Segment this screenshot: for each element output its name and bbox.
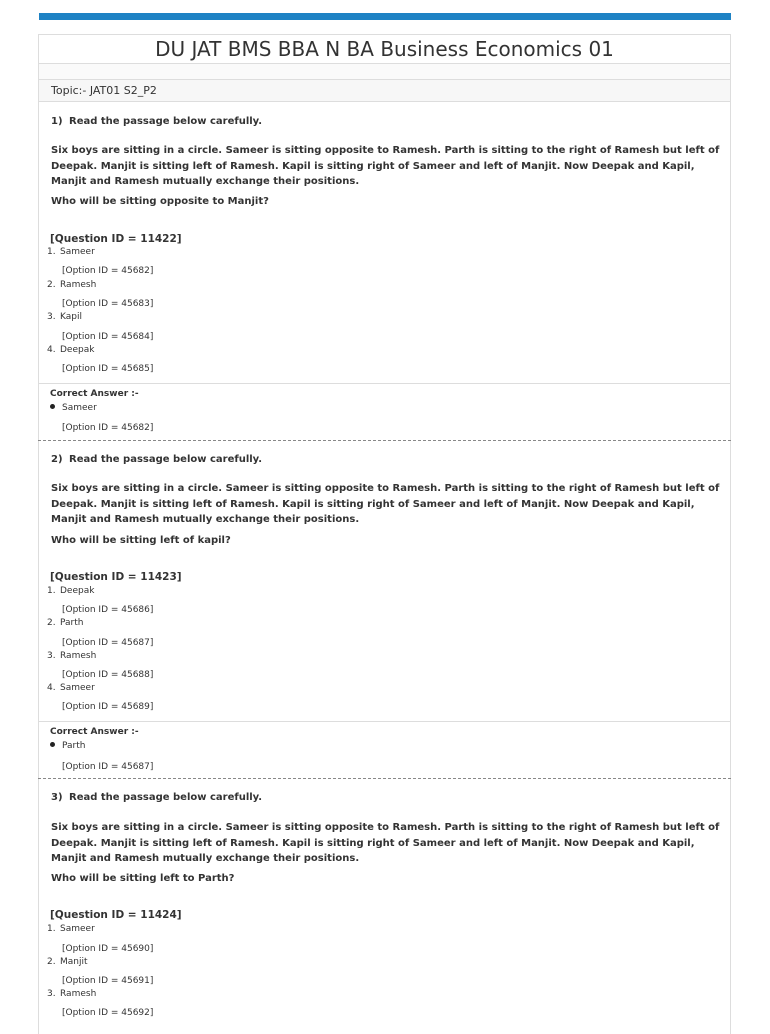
question-passage: Six boys are sitting in a circle. Sameer is sitting opposite to Ramesh. Parth is sitting to the right of Ramesh but left of Deepak. Manjit is sitting left of Ramesh. Kapil is sitting right of Sameer and left of Manjit. Now Deepak and Kapil, Manjit and Ramesh mutually exchange their positions. [51,145,720,187]
option-id: [Option ID = 45688] [62,670,154,680]
correct-option-id: [Option ID = 45682] [62,423,154,433]
bullet-icon [50,742,55,747]
option-number: 4. [47,345,56,355]
question-heading-text: Read the passage below carefully. [69,792,263,803]
question-number: 2) [51,454,63,465]
option-item [47,989,96,999]
question-text: Who will be sitting left to Parth? [51,873,235,884]
option-item [47,247,95,257]
option-id: [Option ID = 45689] [62,702,154,712]
option-number: 3. [47,312,56,322]
option-id: [Option ID = 45683] [62,299,154,309]
option-number: 1. [47,247,56,257]
option-id: [Option ID = 45684] [62,332,154,342]
title-box [38,34,731,64]
option-item [47,312,82,322]
option-item [47,345,94,355]
option-item [47,280,96,290]
option-label: Deepak [60,586,95,596]
option-label: Ramesh [60,280,97,290]
option-number: 1. [47,924,56,934]
correct-answer [50,741,85,751]
option-id: [Option ID = 45686] [62,605,154,615]
option-item [47,651,96,661]
option-item [47,957,88,967]
option-label: Sameer [60,924,95,934]
correct-option-id: [Option ID = 45687] [62,762,154,772]
answer-divider [38,383,731,384]
spacer-row [38,64,731,80]
question-heading [51,116,262,127]
option-label: Deepak [60,345,95,355]
option-id: [Option ID = 45691] [62,976,154,986]
question-number: 3) [51,792,63,803]
option-item [47,924,95,934]
option-item [47,618,83,628]
question-heading [51,792,262,803]
option-id: [Option ID = 45682] [62,266,154,276]
option-number: 3. [47,651,56,661]
question-heading-text: Read the passage below carefully. [69,454,263,465]
option-label: Ramesh [60,651,97,661]
option-number: 2. [47,280,56,290]
option-item [47,683,95,693]
option-label: Sameer [60,683,95,693]
option-number: 3. [47,989,56,999]
question-id: [Question ID = 11424] [50,909,182,921]
option-label: Sameer [60,247,95,257]
option-id: [Option ID = 45687] [62,638,154,648]
option-label: Ramesh [60,989,97,999]
option-id: [Option ID = 45692] [62,1008,154,1018]
question-text: Who will be sitting left of kapil? [51,535,231,546]
topic-row [38,80,731,102]
option-id: [Option ID = 45690] [62,944,154,954]
question-separator [38,778,731,779]
question-heading [51,454,262,465]
option-label: Parth [60,618,84,628]
correct-answer-text: Sameer [62,403,97,413]
question-number: 1) [51,116,63,127]
option-number: 4. [47,683,56,693]
option-number: 1. [47,586,56,596]
page-title: DU JAT BMS BBA N BA Business Economics 01 [155,37,614,61]
option-label: Kapil [60,312,82,322]
option-number: 2. [47,618,56,628]
question-separator [38,440,731,441]
correct-answer [50,403,97,413]
answer-divider [38,721,731,722]
question-heading-text: Read the passage below carefully. [69,116,263,127]
question-id: [Question ID = 11423] [50,571,182,583]
option-number: 2. [47,957,56,967]
question-text: Who will be sitting opposite to Manjit? [51,196,269,207]
option-label: Manjit [60,957,88,967]
topic-label: Topic:- JAT01 S2_P2 [51,84,157,97]
option-id: [Option ID = 45685] [62,364,154,374]
question-passage: Six boys are sitting in a circle. Sameer is sitting opposite to Ramesh. Parth is sitting to the right of Ramesh but left of Deepak. Manjit is sitting left of Ramesh. Kapil is sitting right of Sameer and left of Manjit. Now Deepak and Kapil, Manjit and Ramesh mutually exchange their positions. [51,822,720,864]
question-id: [Question ID = 11422] [50,233,182,245]
correct-answer-label: Correct Answer :- [50,389,139,399]
top-accent-bar [39,13,731,20]
correct-answer-text: Parth [62,741,86,751]
bullet-icon [50,404,55,409]
question-passage: Six boys are sitting in a circle. Sameer is sitting opposite to Ramesh. Parth is sitting to the right of Ramesh but left of Deepak. Manjit is sitting left of Ramesh. Kapil is sitting right of Sameer and left of Manjit. Now Deepak and Kapil, Manjit and Ramesh mutually exchange their positions. [51,483,720,525]
option-item [47,586,94,596]
correct-answer-label: Correct Answer :- [50,727,139,737]
